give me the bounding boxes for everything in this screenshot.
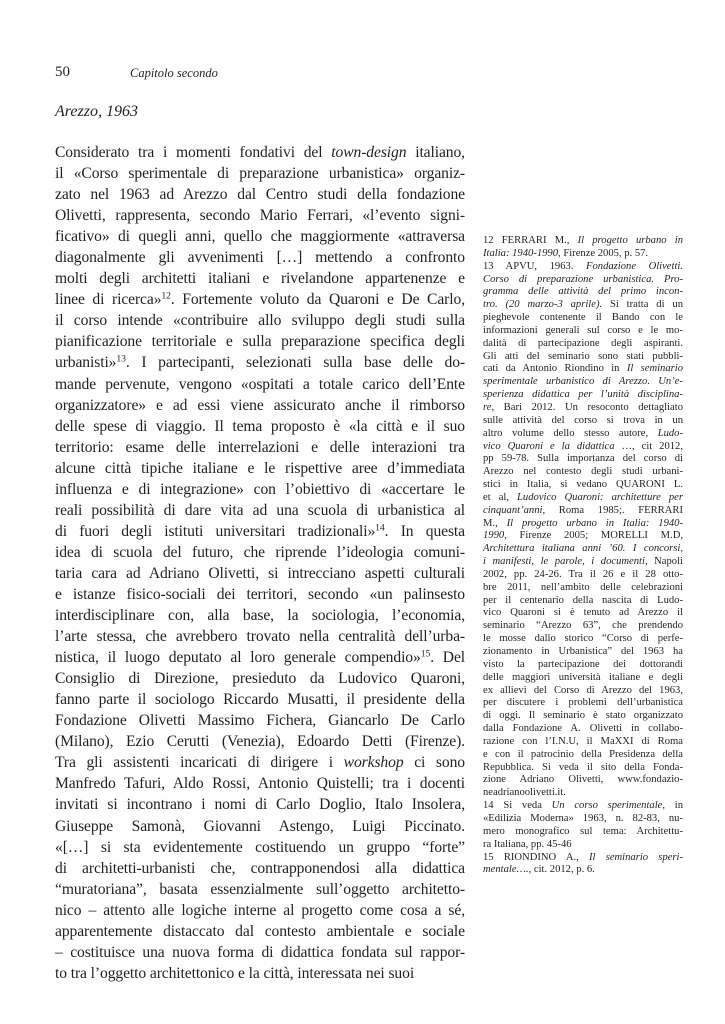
text-run: diagonalmente gli avvenimenti […] mettendo a confronto: [55, 249, 465, 267]
footnote-line: [483, 646, 683, 659]
body-line: [55, 794, 465, 815]
text-run: territorio: esame delle interrelazioni e delle interazioni tra: [55, 438, 465, 456]
footnote-line: [483, 312, 683, 325]
text-run: razione con l’I.N.U, il MaXXI di Roma: [483, 735, 683, 747]
text-run: , Firenze 2005, p. 57.: [558, 247, 649, 259]
body-line: [55, 542, 465, 563]
body-line: [55, 458, 465, 479]
text-run: Fondazione Olivetti.: [586, 260, 683, 272]
footnote-line: [483, 235, 683, 248]
footnote-line: [483, 492, 683, 505]
text-run: i manifesti, le parole, i documenti: [483, 556, 645, 568]
footnote-line: [483, 826, 683, 839]
footnote-line: [483, 710, 683, 723]
text-run: Un corso sperimentale: [551, 800, 663, 812]
text-run: (Milano), Ezio Cerutti (Venezia), Edoardo Detti (Firenze).: [55, 733, 465, 751]
footnote-line: [483, 325, 683, 338]
text-run: vico Quaroni si è tenuto ad Arezzo il: [483, 607, 683, 619]
text-run: Repubblica. Si veda il sito della Fonda-: [483, 761, 683, 773]
text-run: delle spese di viaggio. Il tema proposto è «la città e il suo: [55, 417, 465, 435]
footnote-line: [483, 787, 683, 800]
text-run: , in: [662, 800, 683, 812]
footnote-line: [483, 441, 683, 454]
text-run: pp 59-78. Sulla importanza del corso di: [483, 453, 683, 465]
body-line: [55, 374, 465, 395]
text-run: town-design: [331, 144, 407, 161]
body-line: [55, 184, 465, 205]
footnote-line: [483, 543, 683, 556]
text-run: le mosse dallo storico “Corso di perfe-: [483, 633, 683, 645]
text-run: influenza e di integrazione» con l’obiettivo di «accertare le: [55, 480, 465, 498]
text-run: neadrianoolivetti.it.: [483, 787, 566, 799]
footnote-line: [483, 466, 683, 479]
footnote-ref: 14: [375, 522, 385, 534]
body-line: [55, 331, 465, 352]
text-run: Considerato tra i momenti fondativi del: [55, 144, 332, 161]
text-run: ficativo» di quegli anni, quello che maggiormente «attraversa: [55, 228, 465, 246]
footnote-line: [483, 569, 683, 582]
text-run: nico – attento alle logiche interne al progetto come cosa a sé,: [55, 901, 465, 919]
text-run: Ludovico Quaroni: architetture per: [517, 491, 683, 503]
text-run: di oggi. Il seminario è stato organizzato: [483, 710, 683, 722]
body-line: [55, 879, 465, 900]
footnote-line: [483, 633, 683, 646]
text-run: zato nel 1963 ad Arezzo dal Centro studi della fondazione: [55, 186, 465, 204]
footnote-line: [483, 415, 683, 428]
text-run: gramma delle attività del primo incon-: [483, 286, 683, 298]
text-run: . I partecipanti, selezionati sulla base delle do-: [125, 354, 465, 372]
text-run: mero monografico sul tema: Architettu-: [483, 825, 683, 837]
footnote-line: [483, 620, 683, 633]
text-run: sulle attività del corso si trova in un: [483, 414, 683, 426]
text-run: . Fortemente voluto da Quaroni e De Carlo,: [170, 291, 465, 309]
text-run: Architettura italiana anni ’60. I concorsi,: [483, 543, 683, 555]
footnote-line: [483, 351, 683, 364]
footnote-line: [483, 659, 683, 672]
footnote-line: [483, 697, 683, 710]
body-line: [55, 710, 465, 731]
text-run: et al,: [483, 491, 518, 503]
text-run: per discutere i problemi dell’urbanistica: [483, 697, 683, 709]
text-run: M.,: [483, 517, 507, 529]
text-run: italiano,: [406, 144, 465, 161]
footnote-ref: 12: [161, 291, 171, 303]
main-text: [55, 142, 465, 984]
footnote-line: [483, 505, 683, 518]
text-run: fanno parte il sociologo Riccardo Musatti, il presidente della: [55, 691, 465, 709]
body-line: [55, 647, 465, 668]
text-run: idea di scuola del futuro, che riprende l’ideologia comuni-: [55, 543, 465, 561]
text-run: sperienza didattica per l’unità disciplina-: [483, 389, 683, 401]
text-run: …, cit 2012,: [614, 440, 683, 452]
footnote-line: [483, 774, 683, 787]
body-line: [55, 416, 465, 437]
text-run: dalla Fondazione A. Olivetti in collabo-: [483, 723, 683, 735]
text-run: Italia: 1940-1990: [483, 247, 559, 259]
text-run: ex allievi del Corso di Arezzo del 1963,: [483, 684, 683, 696]
text-run: molti degli architetti italiani e rivelandone appartenenze e: [55, 270, 465, 288]
body-line: [55, 563, 465, 584]
text-run: mentale….: [483, 864, 529, 876]
text-run: 14 Si veda: [483, 800, 552, 812]
text-run: Il progetto urbano in Italia: 1940-: [506, 517, 683, 529]
text-run: nistica, il luogo deputato al loro generale compendio»: [55, 649, 421, 667]
text-run: dalità di partecipazione degli aspiranti.: [483, 337, 683, 349]
text-run: l’arte stessa, che avrebbero trovato nella centralità dell’urba-: [55, 628, 465, 646]
footnote-line: [483, 363, 683, 376]
body-line: [55, 773, 465, 794]
text-run: Si tratta di un: [602, 299, 683, 311]
footnote-line: [483, 428, 683, 441]
body-line: [55, 163, 465, 184]
text-run: . Del: [430, 649, 466, 667]
text-run: linee di ricerca»: [55, 291, 162, 309]
body-line: [55, 626, 465, 647]
body-line: [55, 500, 465, 521]
body-line: [55, 289, 465, 310]
text-run: delle maggiori università italiane e degli: [483, 671, 683, 683]
body-line: [55, 247, 465, 268]
footnote-line: [483, 813, 683, 826]
text-run: zione Adriano Olivetti, www.fondazio-: [483, 774, 683, 786]
text-run: “muratoriana”, basata essenzialmente sull’oggetto architetto-: [55, 880, 465, 898]
text-run: Corso di preparazione urbanistica. Pro-: [483, 273, 683, 285]
text-run: il «Corso sperimentale di preparazione urbanistica» organiz-: [55, 165, 465, 183]
footnote-line: [483, 556, 683, 569]
text-run: visto la partecipazione dei dottorandi: [483, 658, 683, 670]
footnote-line: [483, 530, 683, 543]
text-run: re: [483, 401, 492, 413]
text-run: Fondazione Olivetti Massimo Fichera, Giancarlo De Carlo: [55, 712, 465, 730]
text-run: per il centenario della nascita di Ludo-: [483, 594, 683, 606]
footnote-line: [483, 338, 683, 351]
text-run: e istanze fisico-sociali dei territori, secondo «un palinsesto: [55, 585, 465, 603]
body-line: [55, 352, 465, 373]
body-line: [55, 837, 465, 858]
text-run: , Napoli: [644, 556, 683, 568]
text-run: bre 2011, nell’ambito delle celebrazioni: [483, 581, 683, 593]
text-run: Olivetti, rappresenta, secondo Mario Ferrari, «l’evento signi-: [55, 207, 465, 225]
text-run: seminario “Arezzo 63”, che prendendo: [483, 620, 683, 632]
section-heading: Arezzo, 1963: [55, 103, 138, 120]
footnote-line: [483, 389, 683, 402]
body-line: [55, 752, 465, 773]
footnote-line: [483, 453, 683, 466]
footnote-ref: 15: [420, 648, 431, 660]
body-line: [55, 668, 465, 689]
text-run: urbanisti»: [55, 354, 117, 372]
text-run: altro volume dello stesso autore,: [483, 427, 658, 439]
footnote-line: [483, 864, 683, 877]
text-run: taria cara ad Adriano Olivetti, si intrecciano aspetti culturali: [55, 564, 465, 582]
text-run: , cit. 2012, p. 6.: [528, 864, 595, 876]
text-run: ra Italiana, pp. 45-46: [483, 838, 572, 850]
text-run: . In questa: [384, 522, 465, 540]
footnote-line: [483, 672, 683, 685]
text-run: 2002, pp. 24-26. Tra il 26 e il 28 otto-: [483, 568, 683, 580]
page-number: 50: [55, 64, 70, 80]
text-run: Arezzo nel contesto degli studi urbani-: [483, 466, 683, 478]
footnotes: [483, 235, 683, 877]
text-run: interdisciplinare con, alla base, la sociologia, l’economia,: [55, 607, 465, 625]
text-run: – costituisce una nuova forma di didattica fondata sul rappor-: [55, 943, 465, 961]
footnote-line: [483, 376, 683, 389]
text-run: apparentemente distaccato dal contesto ambientale e sociale: [55, 922, 465, 940]
text-run: , Roma 1985;. FERRARI: [542, 504, 683, 516]
body-line: [55, 142, 465, 163]
body-line: [55, 731, 465, 752]
footnote-line: [483, 248, 683, 261]
text-run: 13 APVU, 1963.: [483, 260, 586, 272]
text-run: alcune città tipiche italiane e le rispettive aree d’immediata: [55, 459, 465, 477]
text-run: Tra gli assistenti incaricati di dirigere i: [55, 754, 344, 772]
text-run: reali possibilità di dare vita ad una scuola di urbanistica al: [55, 501, 465, 519]
footnote-line: [483, 286, 683, 299]
text-run: , Firenze 2005; MORELLI M.D,: [504, 530, 683, 542]
body-line: [55, 437, 465, 458]
text-run: vico Quaroni e la didattica: [483, 440, 615, 452]
footnote-line: [483, 299, 683, 312]
body-line: [55, 816, 465, 837]
body-line: [55, 584, 465, 605]
text-run: Il seminario speri-: [589, 851, 684, 863]
text-run: Ludo-: [657, 427, 683, 439]
running-head: Capitolo secondo: [130, 66, 218, 80]
text-run: , Bari 2012. Un resoconto dettagliato: [491, 401, 683, 413]
footnote-line: [483, 607, 683, 620]
footnote-line: [483, 261, 683, 274]
body-line: [55, 689, 465, 710]
footnote-line: [483, 749, 683, 762]
text-run: 1990: [483, 530, 505, 542]
footnote-line: [483, 839, 683, 852]
text-run: pianificazione territoriale e sulla preparazione specifica degli: [55, 333, 465, 351]
text-run: workshop: [343, 754, 404, 772]
footnote-line: [483, 402, 683, 415]
body-line: [55, 900, 465, 921]
body-line: [55, 605, 465, 626]
text-run: zionamento in Urbanistica” del 1963 ha: [483, 646, 683, 657]
body-line: [55, 226, 465, 247]
text-run: Manfredo Tafuri, Aldo Rossi, Antonio Quistelli; tra i docenti: [55, 775, 465, 793]
footnote-line: [483, 852, 683, 865]
footnote-line: [483, 800, 683, 813]
footnote-line: [483, 274, 683, 287]
text-run: di fuori degli istituti universitari tradizionali»: [55, 522, 376, 540]
text-run: Gli atti del seminario sono stati pubbli-: [483, 350, 683, 362]
text-run: invitati si incontrano i nomi di Carlo Doglio, Italo Insolera,: [55, 796, 465, 814]
text-run: stici in Italia, si vedano QUARONI L.: [483, 479, 683, 491]
body-line: [55, 268, 465, 289]
body-line: [55, 921, 465, 942]
text-run: tro. (20 marzo-3 aprile).: [483, 299, 603, 311]
text-run: «[…] si sta evidentemente costituendo un gruppo “forte”: [55, 838, 465, 856]
footnote-line: [483, 723, 683, 736]
text-run: 12 FERRARI M.,: [483, 235, 578, 246]
text-run: ci sono: [403, 754, 465, 772]
footnote-line: [483, 736, 683, 749]
body-line: [55, 942, 465, 963]
text-run: informazioni generali sul corso e le mo-: [483, 324, 683, 336]
text-run: 15 RIONDINO A.,: [483, 851, 589, 863]
text-run: mande pervenute, vengono «ospitati a totale carico dell’Ente: [55, 375, 465, 393]
footnote-ref: 13: [116, 354, 126, 366]
text-run: cati da Antonio Riondino in: [483, 363, 627, 375]
text-run: to tra l’oggetto architettonico e la città, interessata nei suoi: [55, 964, 415, 982]
footnote-line: [483, 518, 683, 531]
text-run: di architetti-urbanisti che, contrapponendosi alla didattica: [55, 859, 465, 877]
footnote-line: [483, 479, 683, 492]
footnote-line: [483, 595, 683, 608]
body-line: [55, 479, 465, 500]
body-line: [55, 858, 465, 879]
text-run: cinquant’anni: [483, 504, 543, 516]
text-run: Il seminario: [626, 363, 683, 375]
body-line: [55, 205, 465, 226]
text-run: il corso intende «contribuire allo sviluppo degli studi sulla: [55, 312, 465, 330]
footnote-line: [483, 685, 683, 698]
text-run: «Edilizia Moderna» 1963, n. 82-83, nu-: [483, 812, 683, 824]
body-line: [55, 521, 465, 542]
body-line: [55, 963, 465, 984]
text-run: e con il patrocinio della Presidenza della: [483, 748, 683, 760]
body-line: [55, 395, 465, 416]
text-run: Il progetto urbano in: [577, 235, 683, 246]
text-run: Consiglio di Direzione, presieduto da Ludovico Quaroni,: [55, 670, 465, 688]
text-run: organizzatore» e ad essi viene assicurato anche il rimborso: [55, 396, 465, 414]
text-run: sperimentale urbanistico di Arezzo. Un’e-: [483, 376, 683, 388]
text-run: Giuseppe Samonà, Giovanni Astengo, Luigi Piccinato.: [55, 817, 465, 835]
body-line: [55, 310, 465, 331]
text-run: pieghevole contenente il Bando con le: [483, 312, 683, 324]
footnote-line: [483, 582, 683, 595]
footnote-line: [483, 762, 683, 775]
